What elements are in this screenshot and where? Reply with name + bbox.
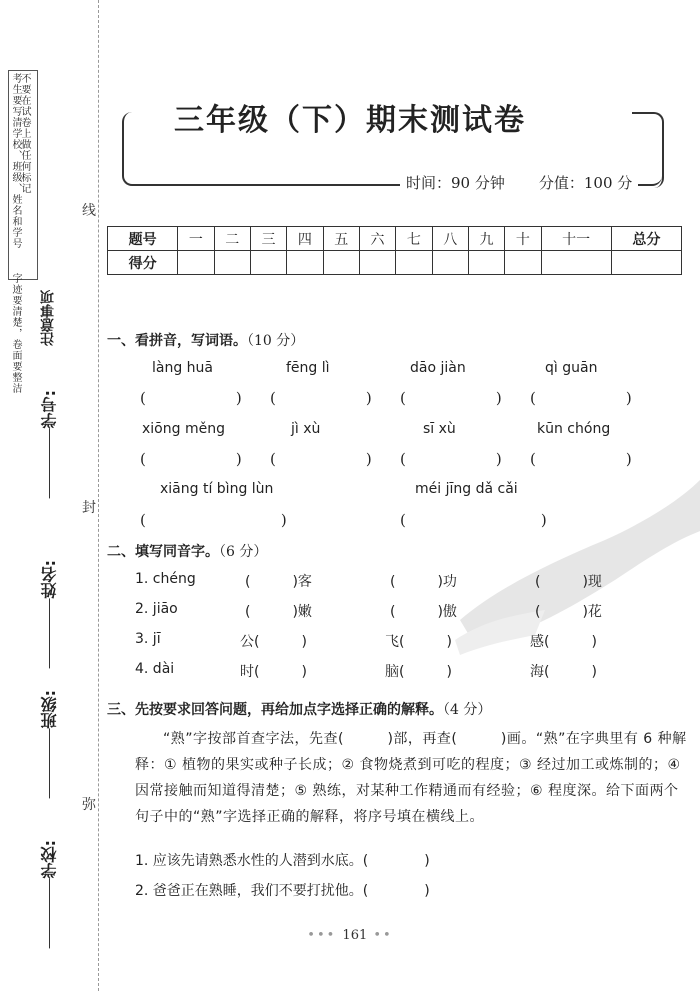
exam-score: 分值：100 分 xyxy=(538,174,633,192)
homophone-blank[interactable]: ( )嫩 xyxy=(245,604,312,620)
homophone-blank[interactable]: ( )现 xyxy=(535,574,602,590)
exam-title: 三年级（下）期末测试卷 xyxy=(0,95,700,139)
pinyin: méi jīng dǎ cǎi xyxy=(415,481,518,497)
homophone-label: 1. chéng xyxy=(135,571,196,587)
school-field[interactable]: 学校: xyxy=(38,840,61,954)
table-cell: 四 xyxy=(287,227,323,251)
seal-word-seal: 封 xyxy=(82,500,96,516)
table-cell: 三 xyxy=(250,227,286,251)
table-cell: 六 xyxy=(359,227,395,251)
score-cell[interactable] xyxy=(432,251,468,275)
section-1-title: 一、看拼音，写词语。（10 分） xyxy=(107,333,305,349)
table-cell: 五 xyxy=(323,227,359,251)
question-item[interactable]: 1. 应该先请熟悉水性的人潜到水底。( ) xyxy=(135,853,430,869)
homophone-label: 4. dài xyxy=(135,661,175,677)
page-number: ••• 161 •• xyxy=(307,928,393,943)
name-field[interactable]: 姓名: xyxy=(38,560,61,674)
answer-blank[interactable]: ( ) xyxy=(140,450,242,468)
homophone-blank[interactable]: 脑( ) xyxy=(385,664,452,680)
table-cell: 九 xyxy=(468,227,504,251)
section-2-title: 二、填写同音字。（6 分） xyxy=(107,544,268,560)
homophone-blank[interactable]: 感( ) xyxy=(530,634,597,650)
homophone-blank[interactable]: ( )功 xyxy=(390,574,457,590)
seal-word-line: 线 xyxy=(82,203,96,219)
pinyin: qì guān xyxy=(545,360,598,376)
table-cell: 二 xyxy=(214,227,250,251)
score-cell[interactable] xyxy=(396,251,432,275)
answer-blank[interactable]: ( ) xyxy=(140,389,242,407)
pinyin: kūn chóng xyxy=(537,421,611,437)
class-field[interactable]: 班级: xyxy=(38,690,61,804)
score-cell[interactable] xyxy=(250,251,286,275)
score-cell[interactable] xyxy=(323,251,359,275)
homophone-blank[interactable]: ( )客 xyxy=(245,574,312,590)
homophone-blank[interactable]: 时( ) xyxy=(240,664,307,680)
answer-blank[interactable]: ( ) xyxy=(400,450,502,468)
answer-blank[interactable]: ( ) xyxy=(270,450,372,468)
score-cell[interactable] xyxy=(359,251,395,275)
question-item[interactable]: 2. 爸爸正在熟睡，我们不要打扰他。( ) xyxy=(135,883,430,899)
table-row xyxy=(108,227,682,251)
homophone-blank[interactable]: ( )花 xyxy=(535,604,602,620)
pinyin: xiāng tí bìng lùn xyxy=(160,481,274,497)
notice-line: 字迹要清楚，卷面要整洁 xyxy=(10,273,21,394)
score-cell[interactable] xyxy=(505,251,541,275)
notice-line: 不要在试卷上做任何标记 xyxy=(19,73,30,194)
cut-line xyxy=(98,0,99,991)
answer-blank[interactable]: ( ) xyxy=(140,511,287,529)
homophone-blank[interactable]: 公( ) xyxy=(240,634,307,650)
score-table xyxy=(107,226,682,275)
score-cell[interactable] xyxy=(287,251,323,275)
homophone-blank[interactable]: ( )傲 xyxy=(390,604,457,620)
pinyin: sī xù xyxy=(423,421,456,437)
table-cell: 总分 xyxy=(611,227,681,251)
table-cell: 八 xyxy=(432,227,468,251)
section-3-title: 三、先按要求回答问题，再给加点字选择正确的解释。（4 分） xyxy=(107,702,492,718)
score-cell[interactable] xyxy=(178,251,214,275)
table-cell: 得分 xyxy=(108,251,178,275)
table-cell: 十一 xyxy=(541,227,611,251)
notice-title: 注意事项 xyxy=(40,290,56,346)
score-cell[interactable] xyxy=(214,251,250,275)
score-cell[interactable] xyxy=(541,251,611,275)
seal-word-bind: 弥 xyxy=(82,797,96,813)
exam-time: 时间：90 分钟 xyxy=(406,174,505,192)
pinyin: xiōng měng xyxy=(142,421,225,437)
pinyin: fēng lì xyxy=(286,360,330,376)
homophone-label: 2. jiāo xyxy=(135,601,178,617)
binding-margin xyxy=(0,0,98,991)
student-number-field[interactable]: 学号: xyxy=(38,390,61,504)
score-cell[interactable] xyxy=(611,251,681,275)
answer-blank[interactable]: ( ) xyxy=(530,389,632,407)
pinyin: làng huā xyxy=(152,360,214,376)
table-row xyxy=(108,251,682,275)
table-cell: 一 xyxy=(178,227,214,251)
homophone-blank[interactable]: 飞( ) xyxy=(385,634,452,650)
homophone-label: 3. jī xyxy=(135,631,161,647)
table-cell: 七 xyxy=(396,227,432,251)
table-cell: 十 xyxy=(505,227,541,251)
score-cell[interactable] xyxy=(468,251,504,275)
answer-blank[interactable]: ( ) xyxy=(400,511,547,529)
pinyin: jì xù xyxy=(291,421,321,437)
pinyin: dāo jiàn xyxy=(410,360,466,376)
notice-line: 考生要写清学校、班级、姓名和学号 xyxy=(10,73,21,249)
exam-meta xyxy=(400,172,638,193)
answer-blank[interactable]: ( ) xyxy=(270,389,372,407)
answer-blank[interactable]: ( ) xyxy=(400,389,502,407)
question-paragraph: “熟”字按部首查字法，先查( )部，再查( )画。“熟”在字典里有 6 种解释：① 植物的果实或种子长成；② 食物烧煮到可吃的程度；③ 经过加工或炼制的；④ 因常接触而知道得清楚；⑤ 熟练，对某种工作精通而有经验；⑥ 程度深。给下面两个句子中的“熟”字选择正确的解释，将序号填在横线上。 xyxy=(135,731,687,825)
answer-blank[interactable]: ( ) xyxy=(530,450,632,468)
table-cell: 题号 xyxy=(108,227,178,251)
homophone-blank[interactable]: 海( ) xyxy=(530,664,597,680)
